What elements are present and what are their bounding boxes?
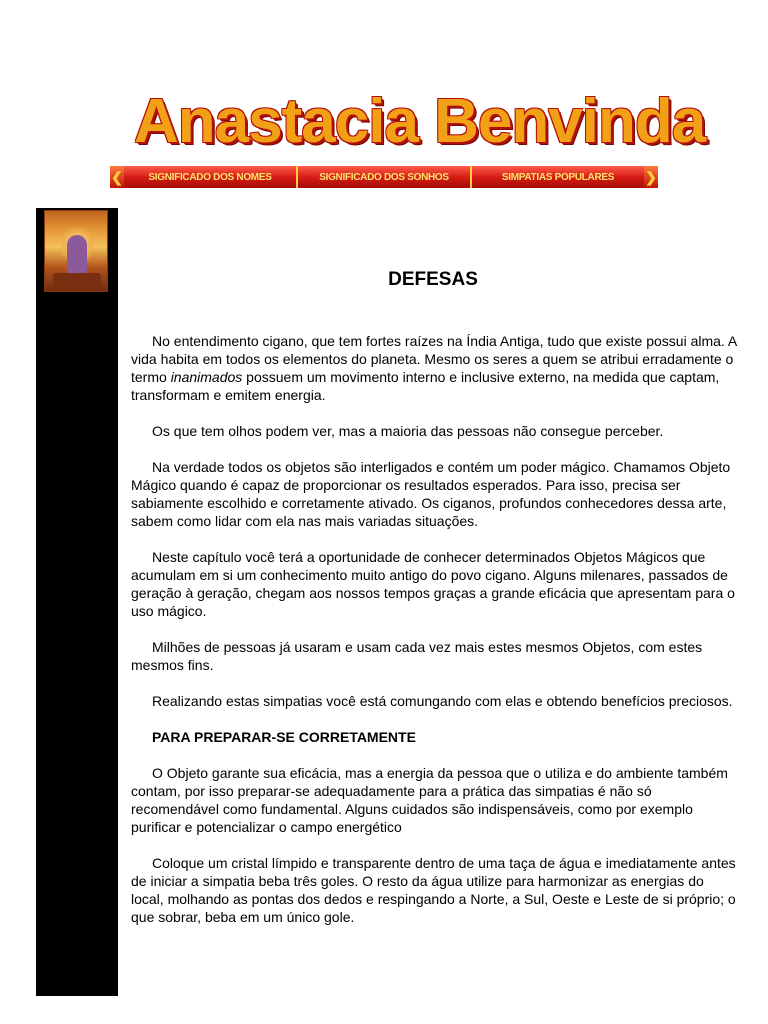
paragraph-8: Coloque um cristal límpido e transparente dentro de uma taça de água e imediatamente antes de iniciar a simpatia beba três goles. O resto da água utilize para harmonizar as energias do local, molhando as pontas dos dedos e respingando a Norte, a Sul, Oeste e Leste de si próprio; o que sobrar, beba em um único gole. — [131, 855, 736, 925]
section-subheading: PARA PREPARAR-SE CORRETAMENTE — [152, 729, 416, 745]
goddess-thumbnail-image[interactable] — [44, 210, 108, 292]
paragraph-1-italic: inanimados — [170, 369, 243, 385]
site-logo[interactable]: Anastacia Benvinda — [134, 87, 706, 156]
thumbnail-base — [53, 273, 101, 285]
main-nav — [110, 166, 658, 188]
nav-link-significado-sonhos[interactable]: SIGNIFICADO DOS SONHOS — [296, 166, 470, 188]
paragraph-5: Milhões de pessoas já usaram e usam cada vez mais estes mesmos Objetos, com estes mesmos fins. — [131, 639, 703, 673]
paragraph-2: Os que tem olhos podem ver, mas a maioria das pessoas não consegue perceber. — [152, 423, 664, 439]
nav-link-simpatias-populares[interactable]: SIMPATIAS POPULARES — [470, 166, 644, 188]
paragraph-1 — [131, 332, 737, 404]
left-sidebar — [36, 208, 118, 996]
article-body — [131, 332, 737, 944]
paragraph-3: Na verdade todos os objetos são interligados e contém um poder mágico. Chamamos Objeto Mágico quando é capaz de proporcionar os resultados esperados. Para isso, precisa ser sabiamente escolhido e corretamente ativado. Os ciganos, profundos conhecedores dessa arte, sabem como lidar com ela nas mais variadas situações. — [131, 459, 731, 529]
paragraph-1-text-b: possuem um movimento interno e inclusive externo, na medida que captam, transformam e emitem energia. — [131, 369, 720, 403]
nav-left-cap-icon: ❮ — [110, 166, 124, 188]
paragraph-7: O Objeto garante sua eficácia, mas a energia da pessoa que o utiliza e do ambiente também contam, por isso preparar-se adequadamente para a prática das simpatias é não só recomendável como fundamental. Alguns cuidados são indispensáveis, como por exemplo purificar e potencializar o campo energético — [131, 765, 728, 835]
nav-link-significado-nomes[interactable]: SIGNIFICADO DOS NOMES — [148, 171, 272, 183]
page-title: DEFESAS — [388, 268, 478, 290]
paragraph-4: Neste capítulo você terá a oportunidade de conhecer determinados Objetos Mágicos que acumulam em si um conhecimento muito antigo do povo cigano. Alguns milenares, passados de geração à geração, chegam aos nossos tempos graças a grande eficácia que apresentam para o uso mágico. — [131, 549, 735, 619]
paragraph-6: Realizando estas simpatias você está comungando com elas e obtendo benefícios preciosos. — [152, 693, 733, 709]
paragraph-1-text-a: No entendimento cigano, que tem fortes raízes na Índia Antiga, tudo que existe possui alma. A vida habita em todos os elementos do planeta. Mesmo os seres a quem se atribui erradamente o termo — [131, 333, 737, 385]
nav-right-cap-icon: ❯ — [644, 166, 658, 188]
thumbnail-figure — [67, 235, 87, 275]
